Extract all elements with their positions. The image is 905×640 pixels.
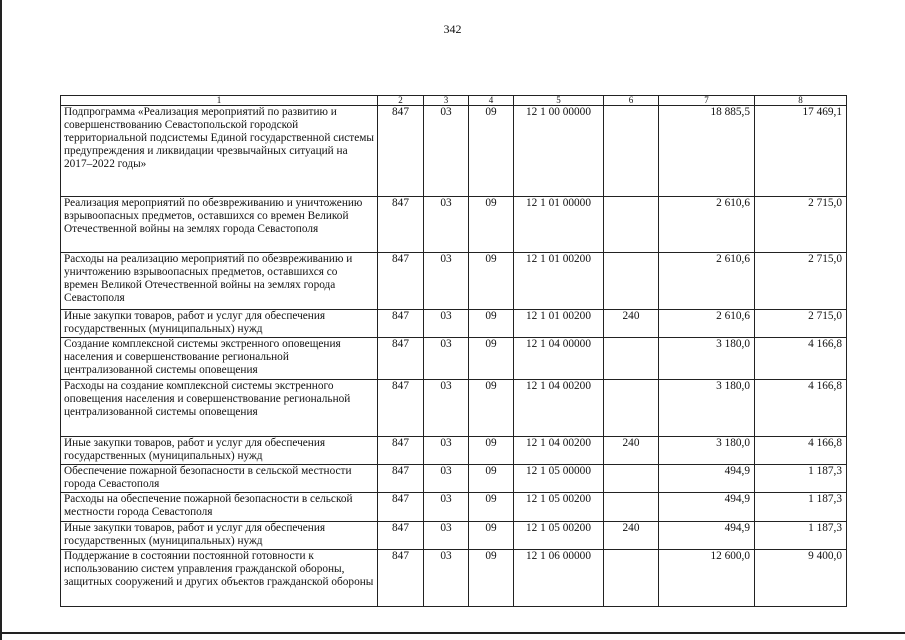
table-row	[61, 380, 847, 437]
row-ministry: 847	[378, 522, 424, 550]
header-col-2: 2	[378, 96, 424, 106]
row-ministry: 847	[378, 197, 424, 253]
row-amount1: 2 610,6	[659, 197, 755, 253]
row-target: 12 1 01 00200	[514, 253, 604, 310]
row-name: Иные закупки товаров, работ и услуг для обеспечения государственных (муниципальных) нужд	[61, 522, 378, 550]
row-target: 12 1 01 00200	[514, 310, 604, 338]
row-amount1: 494,9	[659, 522, 755, 550]
budget-table	[60, 95, 847, 607]
header-col-8: 8	[755, 96, 847, 106]
row-subsection: 09	[469, 493, 514, 522]
row-expense	[604, 106, 659, 197]
row-subsection: 09	[469, 310, 514, 338]
row-amount1: 494,9	[659, 465, 755, 493]
row-name: Реализация мероприятий по обезвреживанию и уничтожению взрывоопасных предметов, оставшихся со времен Великой Отечественной войны на землях города Севастополя	[61, 197, 378, 253]
header-col-3: 3	[424, 96, 469, 106]
scan-border-left	[0, 0, 2, 640]
row-ministry: 847	[378, 106, 424, 197]
row-amount1: 494,9	[659, 493, 755, 522]
row-amount1: 3 180,0	[659, 338, 755, 380]
row-amount2: 17 469,1	[755, 106, 847, 197]
row-section: 03	[424, 550, 469, 607]
table-row	[61, 197, 847, 253]
row-subsection: 09	[469, 197, 514, 253]
table-row	[61, 253, 847, 310]
row-subsection: 09	[469, 380, 514, 437]
row-target: 12 1 01 00000	[514, 197, 604, 253]
table-row	[61, 465, 847, 493]
row-expense: 240	[604, 310, 659, 338]
row-amount2: 9 400,0	[755, 550, 847, 607]
row-target: 12 1 05 00200	[514, 522, 604, 550]
row-target: 12 1 04 00200	[514, 437, 604, 465]
row-subsection: 09	[469, 338, 514, 380]
row-amount2: 4 166,8	[755, 338, 847, 380]
header-col-4: 4	[469, 96, 514, 106]
row-target: 12 1 05 00200	[514, 493, 604, 522]
row-expense: 240	[604, 522, 659, 550]
row-amount2: 1 187,3	[755, 522, 847, 550]
row-section: 03	[424, 106, 469, 197]
row-subsection: 09	[469, 522, 514, 550]
row-ministry: 847	[378, 465, 424, 493]
row-ministry: 847	[378, 338, 424, 380]
row-ministry: 847	[378, 310, 424, 338]
table-row	[61, 522, 847, 550]
table-row	[61, 437, 847, 465]
row-name: Подпрограмма «Реализация мероприятий по развитию и совершенствованию Севастопольской городской территориальной подсистемы Единой государственной системы предупреждения и ликвидации чрезвычайных ситуаций на 2017–2022 годы»	[61, 106, 378, 197]
row-subsection: 09	[469, 550, 514, 607]
row-amount2: 1 187,3	[755, 465, 847, 493]
row-ministry: 847	[378, 380, 424, 437]
row-name: Поддержание в состоянии постоянной готовности к использованию систем управления гражданской обороны, защитных сооружений и других объектов гражданской обороны	[61, 550, 378, 607]
row-name: Иные закупки товаров, работ и услуг для обеспечения государственных (муниципальных) нужд	[61, 437, 378, 465]
row-amount1: 3 180,0	[659, 437, 755, 465]
row-name: Иные закупки товаров, работ и услуг для обеспечения государственных (муниципальных) нужд	[61, 310, 378, 338]
row-expense	[604, 493, 659, 522]
header-col-7: 7	[659, 96, 755, 106]
row-section: 03	[424, 380, 469, 437]
row-section: 03	[424, 310, 469, 338]
scan-border-bottom	[0, 632, 905, 634]
row-name: Расходы на реализацию мероприятий по обезвреживанию и уничтожению взрывоопасных предметов, оставшихся со времен Великой Отечественной войны на землях города Севастополя	[61, 253, 378, 310]
page-number: 342	[443, 22, 462, 36]
row-ministry: 847	[378, 550, 424, 607]
row-amount2: 1 187,3	[755, 493, 847, 522]
row-target: 12 1 04 00200	[514, 380, 604, 437]
table-header	[61, 96, 847, 106]
row-expense	[604, 465, 659, 493]
row-ministry: 847	[378, 437, 424, 465]
row-section: 03	[424, 465, 469, 493]
row-subsection: 09	[469, 106, 514, 197]
header-col-1: 1	[61, 96, 378, 106]
header-col-6: 6	[604, 96, 659, 106]
row-section: 03	[424, 338, 469, 380]
row-section: 03	[424, 493, 469, 522]
row-target: 12 1 06 00000	[514, 550, 604, 607]
table-row	[61, 310, 847, 338]
row-amount2: 2 715,0	[755, 253, 847, 310]
table-body	[61, 106, 847, 607]
row-target: 12 1 05 00000	[514, 465, 604, 493]
header-col-5: 5	[514, 96, 604, 106]
table-row	[61, 550, 847, 607]
row-expense	[604, 197, 659, 253]
row-name: Расходы на обеспечение пожарной безопасности в сельской местности города Севастополя	[61, 493, 378, 522]
row-subsection: 09	[469, 465, 514, 493]
row-amount1: 18 885,5	[659, 106, 755, 197]
row-ministry: 847	[378, 253, 424, 310]
row-expense	[604, 338, 659, 380]
row-ministry: 847	[378, 493, 424, 522]
row-subsection: 09	[469, 253, 514, 310]
row-subsection: 09	[469, 437, 514, 465]
row-amount2: 2 715,0	[755, 197, 847, 253]
row-section: 03	[424, 253, 469, 310]
row-name: Расходы на создание комплексной системы экстренного оповещения населения и совершенствование региональной централизованной системы оповещения	[61, 380, 378, 437]
row-name: Обеспечение пожарной безопасности в сельской местности города Севастополя	[61, 465, 378, 493]
row-section: 03	[424, 437, 469, 465]
row-amount1: 3 180,0	[659, 380, 755, 437]
row-expense	[604, 380, 659, 437]
row-section: 03	[424, 522, 469, 550]
table-row	[61, 493, 847, 522]
row-amount1: 12 600,0	[659, 550, 755, 607]
row-name: Создание комплексной системы экстренного оповещения населения и совершенствование региональной централизованной системы оповещения	[61, 338, 378, 380]
row-amount2: 2 715,0	[755, 310, 847, 338]
table-row	[61, 338, 847, 380]
row-amount1: 2 610,6	[659, 253, 755, 310]
row-expense	[604, 550, 659, 607]
table-row	[61, 106, 847, 197]
row-amount2: 4 166,8	[755, 437, 847, 465]
row-expense: 240	[604, 437, 659, 465]
row-amount2: 4 166,8	[755, 380, 847, 437]
row-target: 12 1 04 00000	[514, 338, 604, 380]
row-section: 03	[424, 197, 469, 253]
row-amount1: 2 610,6	[659, 310, 755, 338]
header-row	[61, 96, 847, 106]
row-expense	[604, 253, 659, 310]
row-target: 12 1 00 00000	[514, 106, 604, 197]
